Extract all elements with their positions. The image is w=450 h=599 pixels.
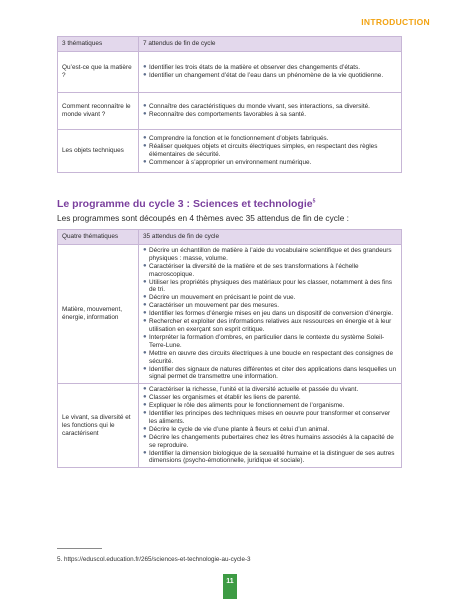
bullet-icon: ● xyxy=(143,318,147,325)
bullet-icon: ● xyxy=(143,246,147,253)
bullet-icon: ● xyxy=(143,262,147,269)
bullet-icon: ● xyxy=(143,103,147,109)
section-header: INTRODUCTION xyxy=(361,17,430,27)
expectations-cell xyxy=(139,244,402,383)
theme-cell: Comment reconnaître le monde vivant ? xyxy=(58,92,139,129)
footnote: 5. https://eduscol.education.fr/265/sciences-et-technologie-au-cycle-3 xyxy=(57,556,251,563)
table-row xyxy=(58,384,402,468)
list-item: ● Identifier les trois états de la matière et observer des changements d’états. xyxy=(143,64,361,71)
list-item: ● Identifier des signaux de natures différentes et citer des applications dans lesquelles un signal permet de transmettre une information. xyxy=(143,365,397,381)
bullet-icon: ● xyxy=(143,386,147,393)
bullet-icon: ● xyxy=(143,278,147,285)
list-item: ● Classer les organismes et établir les liens de parenté. xyxy=(143,394,301,402)
column-header: 7 attendus de fin de cycle xyxy=(139,37,402,52)
column-header: 35 attendus de fin de cycle xyxy=(139,230,402,245)
list-item: ● Interpréter la formation d’ombres, en particulier dans le contexte du système Soleil-Terre-Lune. xyxy=(143,333,385,349)
bullet-icon: ● xyxy=(143,349,147,356)
list-item: ● Commencer à s’approprier un environnement numérique. xyxy=(143,158,312,166)
list-item: ● Identifier un changement d’état de l’eau dans un phénomène de la vie quotidienne. xyxy=(143,71,384,79)
footnote-ref: 5 xyxy=(312,198,316,205)
theme-cell: Les objets techniques xyxy=(58,129,139,172)
table-row xyxy=(58,244,402,383)
list-item: ● Réaliser quelques objets et circuits électriques simples, en respectant des règles élémentaires de sécurité. xyxy=(143,143,378,158)
footnote-divider xyxy=(57,548,102,549)
table-header-row xyxy=(58,230,402,245)
expectations-cell xyxy=(139,384,402,468)
cycle2-table xyxy=(57,36,402,173)
list-item: ● Identifier les formes d’énergie mises en jeu dans un dispositif de conversion d’énergie. xyxy=(143,310,394,318)
theme-cell: Qu’est-ce que la matière ? xyxy=(58,51,139,92)
cycle3-table xyxy=(57,229,402,468)
list-item: ● Identifier la dimension biologique de la sexualité humaine et la distinguer de ses autres dimensions (psycho-émotionnelle, juridique et sociale). xyxy=(143,449,395,465)
list-item: ● Expliquer le rôle des aliments pour le fonctionnement de l’organisme. xyxy=(143,402,345,410)
list-item: ● Décrire un mouvement en précisant le point de vue. xyxy=(143,294,296,302)
list-item: ● Utiliser les propriétés physiques des matériaux pour les classer, notamment à des fins de tri. xyxy=(143,278,392,294)
list-item: ● Décrire un échantillon de matière à l’aide du vocabulaire scientifique et des grandeurs physiques : masse, volume. xyxy=(143,246,392,262)
table-row xyxy=(58,129,402,172)
page-number: 11 xyxy=(223,574,237,599)
list-item: ● Comprendre la fonction et le fonctionnement d’objets fabriqués. xyxy=(143,135,329,143)
intro-text: Les programmes sont découpés en 4 thèmes avec 35 attendus de fin de cycle : xyxy=(57,213,349,223)
bullet-icon: ● xyxy=(143,110,147,117)
table-header-row xyxy=(58,37,402,52)
bullet-icon: ● xyxy=(143,310,147,317)
bullet-icon: ● xyxy=(143,425,147,432)
list-item: ● Connaître des caractéristiques du monde vivant, ses interactions, sa diversité. xyxy=(143,103,370,110)
bullet-icon: ● xyxy=(143,333,147,340)
list-item: ● Mettre en œuvre des circuits électriques à une boucle en respectant des consignes de sécurité. xyxy=(143,349,394,365)
bullet-icon: ● xyxy=(143,302,147,309)
bullet-icon: ● xyxy=(143,64,147,70)
bullet-icon: ● xyxy=(143,294,147,301)
bullet-icon: ● xyxy=(143,71,147,78)
list-item: ● Identifier les principes des techniques mises en oeuvre pour transformer et conserver les aliments. xyxy=(143,410,391,425)
list-item: ● Décrire le cycle de vie d’une plante à fleurs et celui d’un animal. xyxy=(143,425,330,433)
table-row xyxy=(58,51,402,92)
list-item: ● Rechercher et exploiter des informations relatives aux ressources en énergie et à leur utilisation en exerçant son esprit critique. xyxy=(143,318,392,333)
expectations-cell xyxy=(139,92,402,129)
bullet-icon: ● xyxy=(143,143,147,149)
section-title: Le programme du cycle 3 : Sciences et technologie$^5$ xyxy=(57,198,316,210)
bullet-icon: ● xyxy=(143,449,147,456)
list-item: ● Caractériser un mouvement par des mesures. xyxy=(143,302,279,310)
bullet-icon: ● xyxy=(143,410,147,417)
bullet-icon: ● xyxy=(143,365,147,372)
bullet-icon: ● xyxy=(143,158,147,165)
column-header: 3 thématiques xyxy=(58,37,139,52)
list-item: ● Reconnaître des comportements favorables à sa santé. xyxy=(143,110,307,118)
bullet-icon: ● xyxy=(143,394,147,401)
column-header: Quatre thématiques xyxy=(58,230,139,245)
expectations-cell xyxy=(139,51,402,92)
list-item: ● Caractériser la diversité de la matière et de ses transformations à l’échelle macroscopique. xyxy=(143,262,359,278)
table-row xyxy=(58,92,402,129)
bullet-icon: ● xyxy=(143,402,147,409)
expectations-cell xyxy=(139,129,402,172)
list-item: ● Caractériser la richesse, l’unité et la diversité actuelle et passée du vivant. xyxy=(143,386,359,394)
bullet-icon: ● xyxy=(143,135,147,142)
bullet-icon: ● xyxy=(143,433,147,440)
list-item: ● Décrire les changements pubertaires chez les êtres humains associés à la capacité de se reproduire. xyxy=(143,433,394,449)
theme-cell: Matière, mouvement, énergie, information xyxy=(58,244,139,383)
theme-cell: Le vivant, sa diversité et les fonctions qui le caractérisent xyxy=(58,384,139,468)
